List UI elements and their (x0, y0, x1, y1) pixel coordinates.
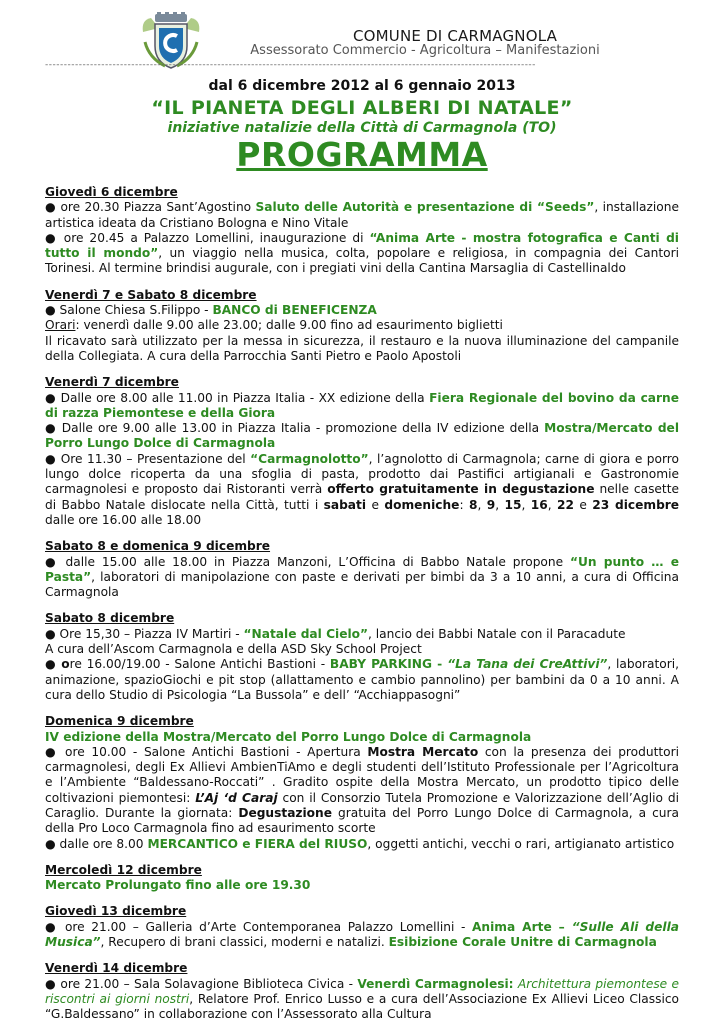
list-item: ● ore 20.45 a Palazzo Lomellini, inaugurazione di “Anima Arte - mostra fotografica e Canti di tutto il mondo”, un viaggio nella musica, colta, popolare e religiosa, in compagnia dei Cantori Torinesi. Al termine brindisi augurale, con i pregiati vini della Cantina Marsaglia di Castellinaldo (45, 230, 679, 276)
event-subtitle: iniziative natalizie della Città di Carmagnola (TO) (167, 120, 557, 136)
day-section (45, 288, 679, 364)
list-item: A cura dell’Ascom Carmagnola e della ASD Sky School Project (45, 642, 422, 657)
day-section (45, 185, 679, 277)
day-heading: Giovedì 13 dicembre (45, 904, 187, 919)
list-item: Orari: venerdì dalle 9.00 alle 23.00; dalle 9.00 fino ad esaurimento biglietti (45, 318, 503, 333)
day-section (45, 961, 679, 1022)
event-dates: dal 6 dicembre 2012 al 6 gennaio 2013 (208, 78, 516, 94)
list-item: Mercato Prolungato fino alle ore 19.30 (45, 878, 311, 893)
day-section (45, 611, 679, 703)
day-heading: Sabato 8 dicembre (45, 611, 175, 626)
list-item: ● ore 10.00 - Salone Antichi Bastioni - Apertura Mostra Mercato con la presenza dei produttori carmagnolesi, degli Ex Allievi AmbienTiAmo e degli studenti dell’Istituto Professionale per l’Agricoltura e l’Ambiente “Baldessano-Roccati” . Gradito ospite della Mostra Mercato, un prodotto tipico delle coltivazioni piemontesi: L’Aj ‘d Caraj con il Consorzio Tutela Promozione e Valorizzazione dell’Aglio di Caraglio. Durante la giornata: Degustazione gratuita del Porro Lungo Dolce di Carmagnola, a cura della Pro Loco Carmagnola fino ad esaurimento scorte (45, 744, 679, 836)
municipality-name: COMUNE DI CARMAGNOLA (352, 27, 558, 45)
department-name: Assessorato Commercio - Agricoltura – Manifestazioni (250, 43, 600, 58)
day-heading: Mercoledì 12 dicembre (45, 862, 202, 877)
list-item: ● dalle 15.00 alle 18.00 in Piazza Manzoni, L’Officina di Babbo Natale propone “Un punto … e Pasta”, laboratori di manipolazione con paste e derivati per bimbi da 3 a 10 anni, a cura di Officina Carmagnola (45, 554, 679, 600)
day-section (45, 863, 679, 894)
event-title: “IL PIANETA DEGLI ALBERI DI NATALE” (151, 97, 573, 119)
day-heading: Domenica 9 dicembre (45, 714, 194, 729)
list-item: ● Dalle ore 8.00 alle 11.00 in Piazza Italia - XX edizione della Fiera Regionale del bovino da carne di razza Piemontese e della Giora (45, 390, 679, 420)
programme-heading: PROGRAMMA (236, 135, 488, 174)
day-section (45, 539, 679, 600)
list-item: ● Ore 11.30 – Presentazione del “Carmagnolotto”, l’agnolotto di Carmagnola; carne di giora e porro lungo dolce ricoperta da una sfoglia di pasta, prodotto dai Pastifici artigianali e Gastronomie carmagnolesi e proposto dai Ristoranti verrà offerto gratuitamente in degustazione nelle casette di Babbo Natale dislocate nella Città, tutti i sabati e domeniche: 8, 9, 15, 16, 22 e 23 dicembre dalle ore 16.00 alle 18.00 (45, 451, 680, 527)
day-section (45, 714, 679, 852)
list-item: IV edizione della Mostra/Mercato del Porro Lungo Dolce di Carmagnola (45, 729, 532, 744)
list-item: Il ricavato sarà utilizzato per la messa in sicurezza, il restauro e la nuova illuminazione del campanile della Collegiata. A cura della Parrocchia Santi Pietro e Paolo Apostoli (45, 333, 679, 363)
list-item: ● dalle ore 8.00 MERCANTICO e FIERA del RIUSO, oggetti antichi, vecchi o rari, artigianato artistico (45, 836, 675, 851)
list-item: ● ore 16.00/19.00 - Salone Antichi Bastioni - BABY PARKING - “La Tana dei CreAttivi”, laboratori, animazione, spazioGiochi e pit stop (allattamento e cambio pannolino) per bambini da 0 a 10 anni. A cura dello Studio di Psicologia “La Bussola” e dell’ “Acchiappasogni” (45, 657, 680, 702)
day-heading: Sabato 8 e domenica 9 dicembre (45, 539, 271, 554)
list-item: ● Salone Chiesa S.Filippo - BANCO di BENEFICENZA (45, 303, 377, 318)
list-item: ● Ore 15,30 – Piazza IV Martiri - “Natale dal Cielo”, lancio dei Babbi Natale con il Paracadute (45, 626, 626, 641)
list-item: ● ore 20.30 Piazza Sant’Agostino Saluto delle Autorità e presentazione di “Seeds”, installazione artistica ideata da Cristiano Bologna e Nino Vitale (45, 200, 679, 230)
day-section (45, 904, 679, 950)
day-heading: Venerdì 7 dicembre (45, 375, 179, 390)
day-heading: Venerdì 14 dicembre (45, 961, 188, 976)
day-heading: Venerdì 7 e Sabato 8 dicembre (45, 287, 257, 302)
day-section (45, 375, 679, 528)
list-item: ● ore 21.00 – Galleria d’Arte Contemporanea Palazzo Lomellini - Anima Arte – “Sulle Ali della Musica”, Recupero di brani classici, moderni e natalizi. Esibizione Corale Unitre di Carmagnola (45, 919, 679, 950)
list-item: ● Dalle ore 9.00 alle 13.00 in Piazza Italia - promozione della IV edizione della Mostra/Mercato del Porro Lungo Dolce di Carmagnola (45, 421, 679, 451)
day-heading: Giovedì 6 dicembre (45, 185, 178, 199)
programme-body (45, 185, 679, 1034)
list-item: ● ore 21.00 – Sala Solavagione Biblioteca Civica - Venerdì Carmagnolesi: Architettura piemontese e riscontri ai giorni nostri, Relatore Prof. Enrico Lusso e a cura dell’Associazione Ex Allievi Liceo Classico “G.Baldessano” in collaborazione con l’Assessorato alla Cultura (45, 976, 679, 1022)
header-divider: ----------------------------------------------------------------------------------------------------------------------------------- (45, 60, 536, 70)
